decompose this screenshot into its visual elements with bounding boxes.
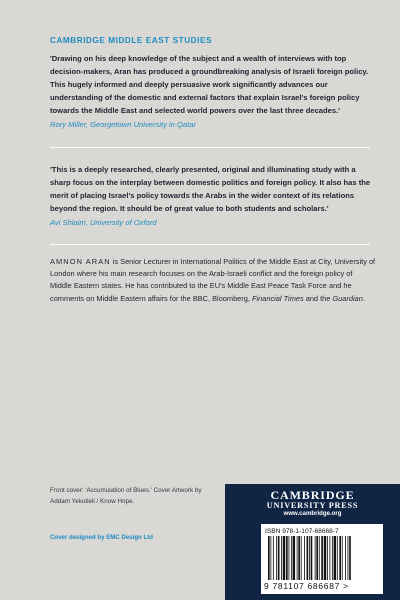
divider-line xyxy=(50,147,370,148)
quote-attribution: Avi Shlaim, University of Oxford xyxy=(50,217,157,227)
cover-credit: Front cover: 'Accumulation of Blues.' Cover Artwork by Addam Yekutieli / Know Hope. xyxy=(50,487,202,505)
publisher-press: UNIVERSITY PRESS xyxy=(266,501,359,510)
divider-line xyxy=(50,244,370,245)
publisher-name: CAMBRIDGE xyxy=(270,488,355,502)
isbn-label: ISBN 978-1-107-68668-7 xyxy=(265,528,339,535)
author-bio xyxy=(50,256,376,305)
bio-text: and the xyxy=(303,293,333,303)
endorsement-quote xyxy=(50,53,374,131)
endorsement-quote xyxy=(50,164,374,229)
bio-text: is Senior Lecturer in International Politics of the Middle East at City, University of London where his main research focuses on the Arab-Israeli conflict and the foreign policy of Middle Eastern states. He has contributed to the EU's Middle East Peace Task Force and he comments on Middle Eastern affairs for the BBC, Bloomberg, xyxy=(50,257,376,303)
quote-text: 'Drawing on his deep knowledge of the subject and a wealth of interviews with top decision-makers, Aran has produced a groundbreaking analysis of Israeli foreign policy. This hugely informed and deeply persuasive work significantly advances our understanding of the domestic and external factors that explain Israel's foreign policy towards the Middle East and selected world powers over the last three decades.' xyxy=(50,54,369,115)
quote-attribution: Rory Miller, Georgetown University in Qatar xyxy=(50,119,197,129)
bio-outlet: Guardian xyxy=(332,293,363,303)
bio-outlet: Financial Times xyxy=(251,293,304,303)
quote-text: 'This is a deeply researched, clearly presented, original and illuminating study with a sharp focus on the interplay between domestic politics and foreign policy. It also has the merit of placing Israel's policy towards the Arabs in the wider context of its relations beyond the region. It should be of great value to both students and scholars.' xyxy=(50,165,371,213)
barcode-digits: 9 781107 686687 > xyxy=(264,581,349,591)
series-title: CAMBRIDGE MIDDLE EAST STUDIES xyxy=(50,36,212,45)
barcode-icon xyxy=(267,536,377,580)
bio-text: . xyxy=(362,293,365,303)
designer-credit: Cover designed by EMC Design Ltd xyxy=(50,534,153,541)
publisher-url: www.cambridge.org xyxy=(283,510,342,517)
author-name: AMNON ARAN xyxy=(50,257,111,266)
barcode-panel xyxy=(261,524,383,594)
